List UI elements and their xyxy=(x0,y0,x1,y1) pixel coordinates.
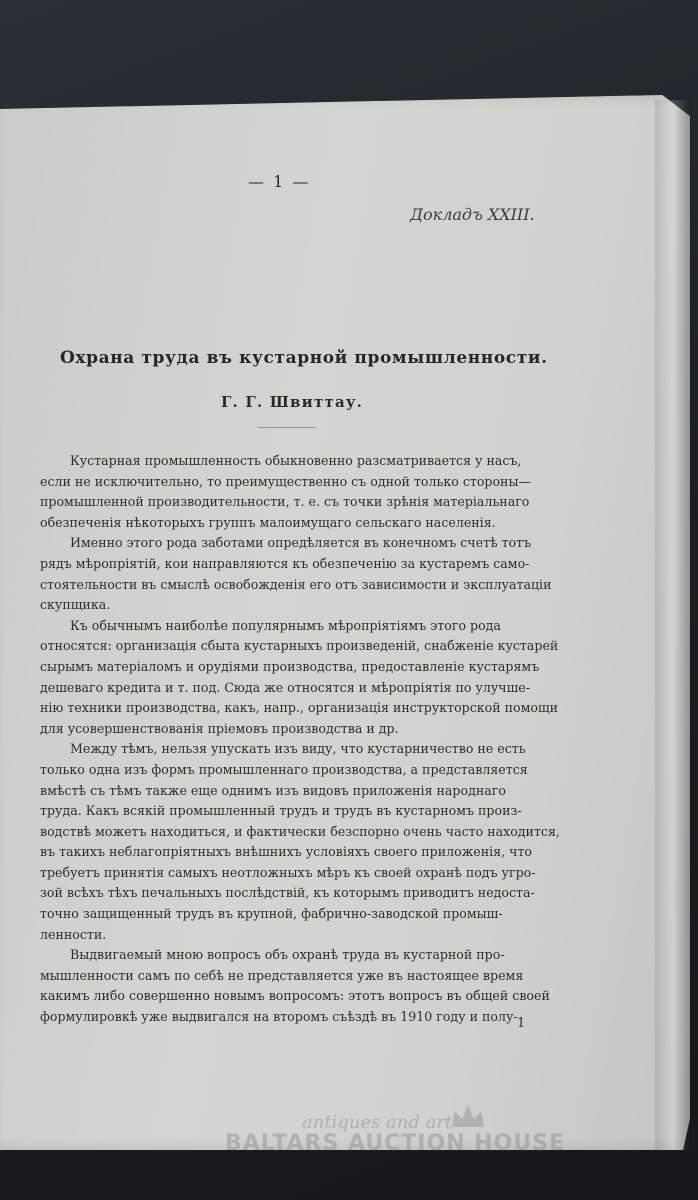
body-line: обезпеченія нѣкоторыхъ группъ малоимущаго сельскаго населенія. xyxy=(40,514,496,530)
body-line: какимъ либо совершенно новымъ вопросомъ: этотъ вопросъ въ общей своей xyxy=(40,988,550,1004)
page-number: 1 xyxy=(517,1016,526,1031)
body-line: вмѣстѣ съ тѣмъ также еще однимъ изъ видовъ приложенія народнаго xyxy=(40,782,506,798)
watermark-brand: BALTARS AUCTION HOUSE xyxy=(225,1131,566,1156)
crown-icon xyxy=(450,1103,486,1129)
body-line: Кустарная промышленность обыкновенно разсматривается у насъ, xyxy=(70,453,522,468)
body-line: Между тѣмъ, нельзя упускать изъ виду, что кустарничество не есть xyxy=(70,741,526,757)
body-line: если не исключительно, то преимущественно съ одной только стороны— xyxy=(40,473,532,489)
body-line: формулировкѣ уже выдвигался на второмъ съѣздѣ въ 1910 году и полу- xyxy=(40,1009,518,1025)
title-divider xyxy=(258,427,316,428)
article-title: Охрана труда въ кустарной промышленности. xyxy=(60,348,548,368)
body-line: дешеваго кредита и т. под. Сюда же относятся и мѣропріятія по улучше- xyxy=(40,679,531,695)
body-line: Именно этого рода заботами опредѣляется въ конечномъ счетѣ тотъ xyxy=(70,535,532,551)
article-body xyxy=(40,451,560,1028)
body-line: зой всѣхъ тѣхъ печальныхъ послѣдствій, къ которымъ приводитъ недоста- xyxy=(40,885,535,901)
body-line: точно защищенный трудъ въ крупной, фабрично-заводской промыш- xyxy=(40,906,503,922)
body-line: рядъ мѣропріятій, кои направляются къ обезпеченію за кустаремъ само- xyxy=(40,555,530,571)
body-line: для усовершенствованія пріемовъ производства и др. xyxy=(40,720,399,736)
body-line: стоятельности въ смыслѣ освобожденія его отъ зависимости и эксплуатаціи xyxy=(40,576,552,592)
report-label: Докладъ XXIII. xyxy=(410,205,535,224)
article-author: Г. Г. Швиттау. xyxy=(221,393,364,411)
body-line: промышленной производительности, т. е. съ точки зрѣнія матеріальнаго xyxy=(40,494,530,510)
body-line: требуетъ принятія самыхъ неотложныхъ мѣръ къ своей охранѣ подъ угро- xyxy=(40,864,536,880)
page-edge-shadow xyxy=(655,100,691,1150)
body-line: Къ обычнымъ наиболѣе популярнымъ мѣропріятіямъ этого рода xyxy=(70,617,501,633)
body-line: мышленности самъ по себѣ не представляется уже въ настоящее время xyxy=(40,967,524,983)
body-line: относятся: организація сбыта кустарныхъ произведеній, снабженіе кустарей xyxy=(40,638,559,654)
body-line: нію техники производства, какъ, напр., организація инструкторской помощи xyxy=(40,700,559,716)
body-line: скупщика. xyxy=(40,597,111,613)
page-marker: — 1 — xyxy=(248,172,311,191)
body-line: водствѣ можетъ находиться, и фактически безспорно очень часто находится, xyxy=(40,823,560,839)
body-line: труда. Какъ всякій промышленный трудъ и трудъ въ кустарномъ произ- xyxy=(40,803,522,819)
watermark-tagline: antiques and art xyxy=(302,1112,453,1133)
body-line: Выдвигаемый мною вопросъ объ охранѣ труда въ кустарной про- xyxy=(70,947,505,963)
body-line: ленности. xyxy=(40,926,107,942)
body-line: только одна изъ формъ промышленнаго производства, а представляется xyxy=(40,761,528,777)
body-line: сырымъ матеріаломъ и орудіями производства, предоставленіе кустарямъ xyxy=(40,658,540,674)
body-line: въ такихъ неблагопріятныхъ внѣшнихъ условіяхъ своего приложенія, что xyxy=(40,844,533,860)
